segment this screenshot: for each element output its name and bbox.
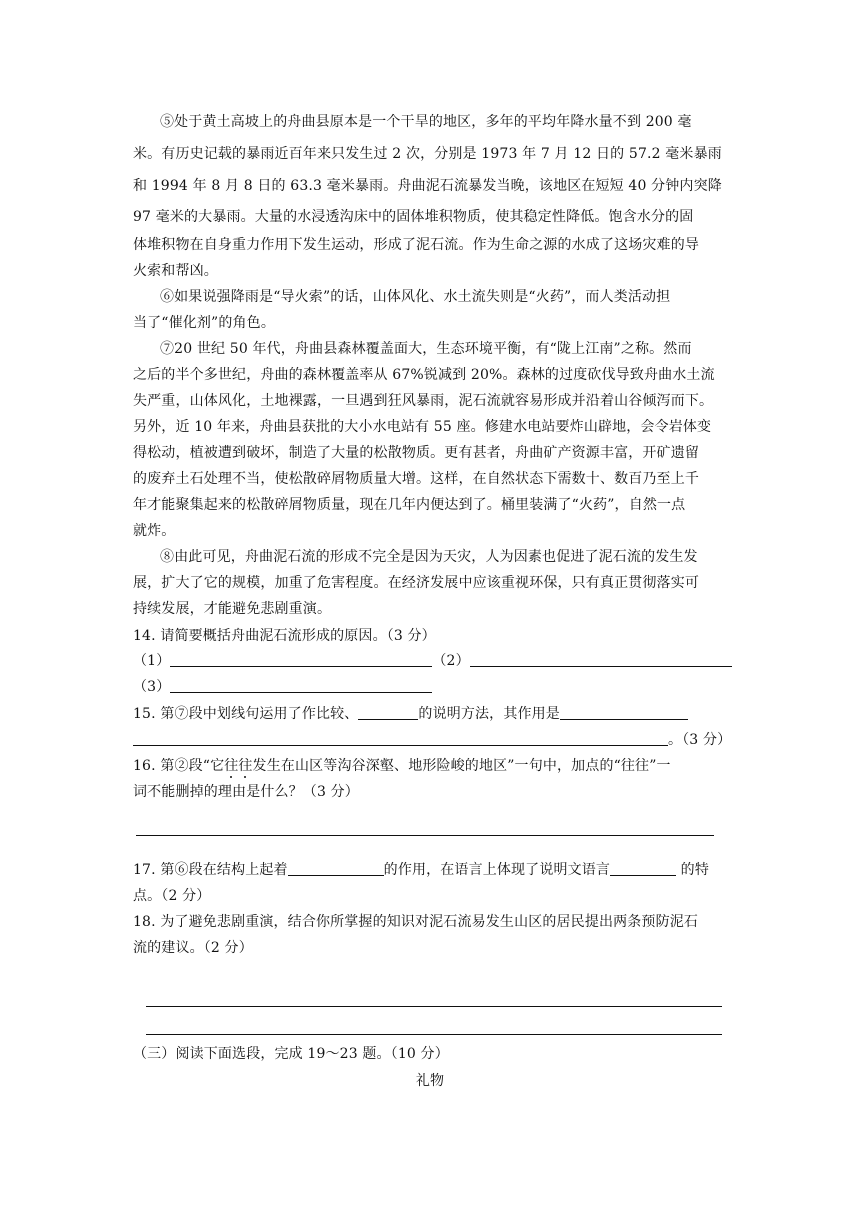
q14-answer-blank-3[interactable] (170, 678, 432, 693)
q17-text-b: 的作用，在语言上体现了说明文语言 (383, 862, 611, 878)
p7-line-6: 的废弃土石处理不当，使松散碎屑物质量大增。这样，在自然状态下需数十、数百乃至上千 (133, 471, 699, 487)
question-14: 14. 请简要概括舟曲泥石流形成的原因。（3 分） (133, 628, 436, 644)
p8-line-1: ⑧由此可见，舟曲泥石流的形成不完全是因为天灾，人为因素也促进了泥石流的发生发 (160, 549, 698, 565)
p6-line-1: ⑥如果说强降雨是“导火索”的话，山体风化、水土流失则是“火药”，而人类活动担 (160, 289, 671, 305)
q17-text-a: 17. 第⑥段在结构上起着 (133, 862, 288, 878)
q16-text-a: 16. 第②段“它 (133, 758, 225, 774)
section-3-title: 礼物 (415, 1073, 445, 1089)
q14-answer-blank-2[interactable] (470, 652, 732, 667)
q15-line-2 (133, 731, 731, 749)
p5-line-2: 米。有历史记载的暴雨近百年来只发生过 2 次，分别是 1973 年 7 月 12 日的 57.2 毫米暴雨 (133, 146, 722, 162)
q15-text-b: 的说明方法，其作用是 (418, 706, 560, 722)
question-16 (133, 757, 671, 775)
p7-line-7: 年才能聚集起来的松散碎屑物质量，现在几年内便达到了。桶里装满了“火药”，自然一点 (133, 497, 686, 513)
p8-line-3: 持续发展，才能避免悲剧重演。 (133, 601, 332, 617)
p7-line-1: ⑦20 世纪 50 年代，舟曲县森林覆盖面大，生态环境平衡，有“陇上江南”之称。然而 (160, 341, 692, 357)
q14-answer-blank-1[interactable] (170, 652, 432, 667)
p5-line-4: 97 毫米的大暴雨。大量的水浸透沟床中的固体堆积物质，使其稳定性降低。饱含水分的固 (133, 209, 694, 225)
p5-line-5: 体堆积物在自身重力作用下发生运动，形成了泥石流。作为生命之源的水成了这场灾难的导 (133, 237, 699, 253)
p7-line-4: 另外，近 10 年来，舟曲县获批的大小水电站有 55 座。修建水电站要炸山辟地，会令岩体变 (133, 419, 712, 435)
q18-line-2: 流的建议。（2 分） (133, 940, 253, 956)
p6-line-2: 当了“催化剂”的角色。 (133, 315, 275, 331)
p7-line-8: 就炸。 (133, 523, 176, 539)
q17-line-2: 点。（2 分） (133, 888, 211, 904)
q15-answer-blank-1[interactable] (358, 705, 418, 720)
q15-answer-blank-3[interactable] (133, 731, 668, 746)
q17-answer-blank-1[interactable] (288, 861, 384, 876)
q16-line-2: 词不能删掉的理由是什么？（3 分） (133, 784, 359, 800)
q15-text-a: 15. 第⑦段中划线句运用了作比较、 (133, 706, 359, 722)
question-18: 18. 为了避免悲剧重演，结合你所掌握的知识对泥石流易发生山区的居民提出两条预防泥石 (133, 914, 699, 930)
q15-answer-blank-2[interactable] (560, 705, 688, 720)
q18-answer-line-2[interactable] (146, 1034, 722, 1035)
q16-answer-line[interactable] (136, 835, 714, 836)
q16-emphasis-char-2: 往 (238, 758, 253, 774)
q18-answer-line-1[interactable] (146, 1006, 722, 1007)
p5-line-1: ⑤处于黄土高坡上的舟曲县原本是一个干旱的地区，多年的平均年降水量不到 200 毫 (160, 114, 692, 130)
question-17 (133, 861, 709, 879)
q14-label-3: （3） (133, 679, 171, 695)
p7-line-5: 得松动，植被遭到破坏，制造了大量的松散物质。更有甚者，舟曲矿产资源丰富，开矿遗留 (133, 445, 699, 461)
p7-line-3: 失严重，山体风化，土地裸露，一旦遇到狂风暴雨，泥石流就容易形成并沿着山谷倾泻而下。 (133, 393, 714, 409)
p8-line-2: 展，扩大了它的规模，加重了危害程度。在经济发展中应该重视环保，只有真正贯彻落实可 (133, 575, 699, 591)
q16-text-b: 发生在山区等沟谷深壑、地形险峻的地区”一句中，加点的“往往”一 (252, 758, 671, 774)
section-3-heading: （三）阅读下面选段，完成 19～23 题。（10 分） (133, 1046, 449, 1062)
q17-answer-blank-2[interactable] (610, 861, 676, 876)
q15-score: 。（3 分） (668, 732, 732, 748)
q16-emphasis-char-1: 往 (224, 758, 239, 774)
q14-label-1: （1） (133, 653, 171, 669)
q14-blank-row-2 (133, 678, 432, 696)
q14-label-2: （2） (432, 653, 470, 669)
q17-text-c: 的特 (676, 862, 709, 878)
p7-line-2: 之后的半个多世纪，舟曲的森林覆盖率从 67%锐减到 20%。森林的过度砍伐导致舟曲水土流 (133, 367, 715, 383)
p5-line-6: 火索和帮凶。 (133, 263, 218, 279)
p5-line-3: 和 1994 年 8 月 8 日的 63.3 毫米暴雨。舟曲泥石流暴发当晚，该地区在短短 40 分钟内突降 (133, 178, 722, 194)
q14-blank-row-1 (133, 652, 732, 670)
question-15 (133, 705, 688, 723)
